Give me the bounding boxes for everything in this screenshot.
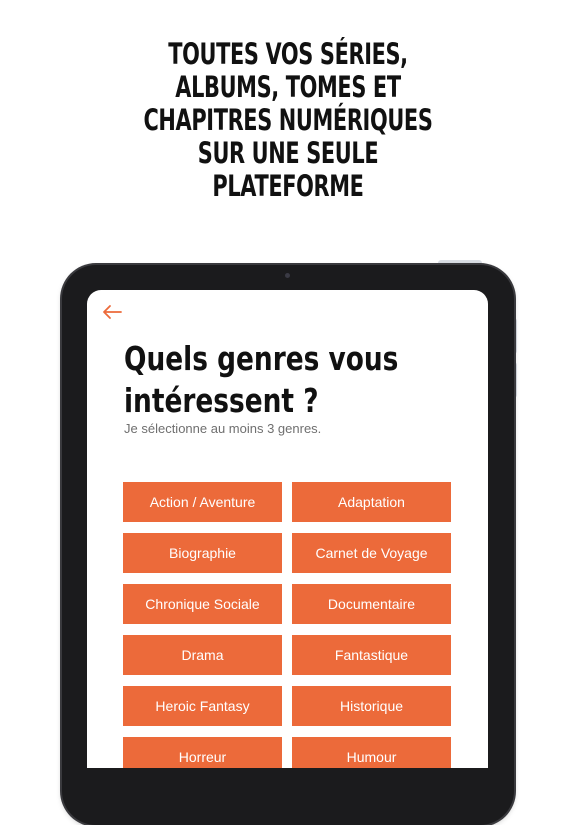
arrow-left-icon: [101, 304, 123, 320]
camera-icon: [285, 273, 290, 278]
promo-line: PLATEFORME: [212, 169, 364, 203]
promo-headline: [81, 38, 496, 203]
app-screen: [87, 290, 488, 768]
promo-line: ALBUMS, TOMES ET: [175, 70, 401, 104]
genre-button-humour[interactable]: Humour: [292, 737, 451, 768]
genre-button-documentaire[interactable]: Documentaire: [292, 584, 451, 624]
genre-button-fantastique[interactable]: Fantastique: [292, 635, 451, 675]
genre-button-drama[interactable]: Drama: [123, 635, 282, 675]
page-title-line: intéressent ?: [124, 381, 319, 420]
page-title-line: Quels genres vous: [124, 339, 399, 378]
genre-button-adaptation[interactable]: Adaptation: [292, 482, 451, 522]
genre-button-heroic-fantasy[interactable]: Heroic Fantasy: [123, 686, 282, 726]
genre-button-carnet-de-voyage[interactable]: Carnet de Voyage: [292, 533, 451, 573]
promo-line: CHAPITRES NUMÉRIQUES: [143, 103, 433, 137]
promo-line: TOUTES VOS SÉRIES,: [168, 37, 408, 71]
genre-button-horreur[interactable]: Horreur: [123, 737, 282, 768]
back-button[interactable]: [101, 304, 123, 320]
genre-button-biographie[interactable]: Biographie: [123, 533, 282, 573]
genre-grid: [123, 482, 451, 768]
genre-button-historique[interactable]: Historique: [292, 686, 451, 726]
promo-line: SUR UNE SEULE: [197, 136, 379, 170]
genre-button-chronique-sociale[interactable]: Chronique Sociale: [123, 584, 282, 624]
page-subtitle: Je sélectionne au moins 3 genres.: [124, 421, 322, 436]
page-title: [124, 338, 399, 422]
genre-button-action-aventure[interactable]: Action / Aventure: [123, 482, 282, 522]
